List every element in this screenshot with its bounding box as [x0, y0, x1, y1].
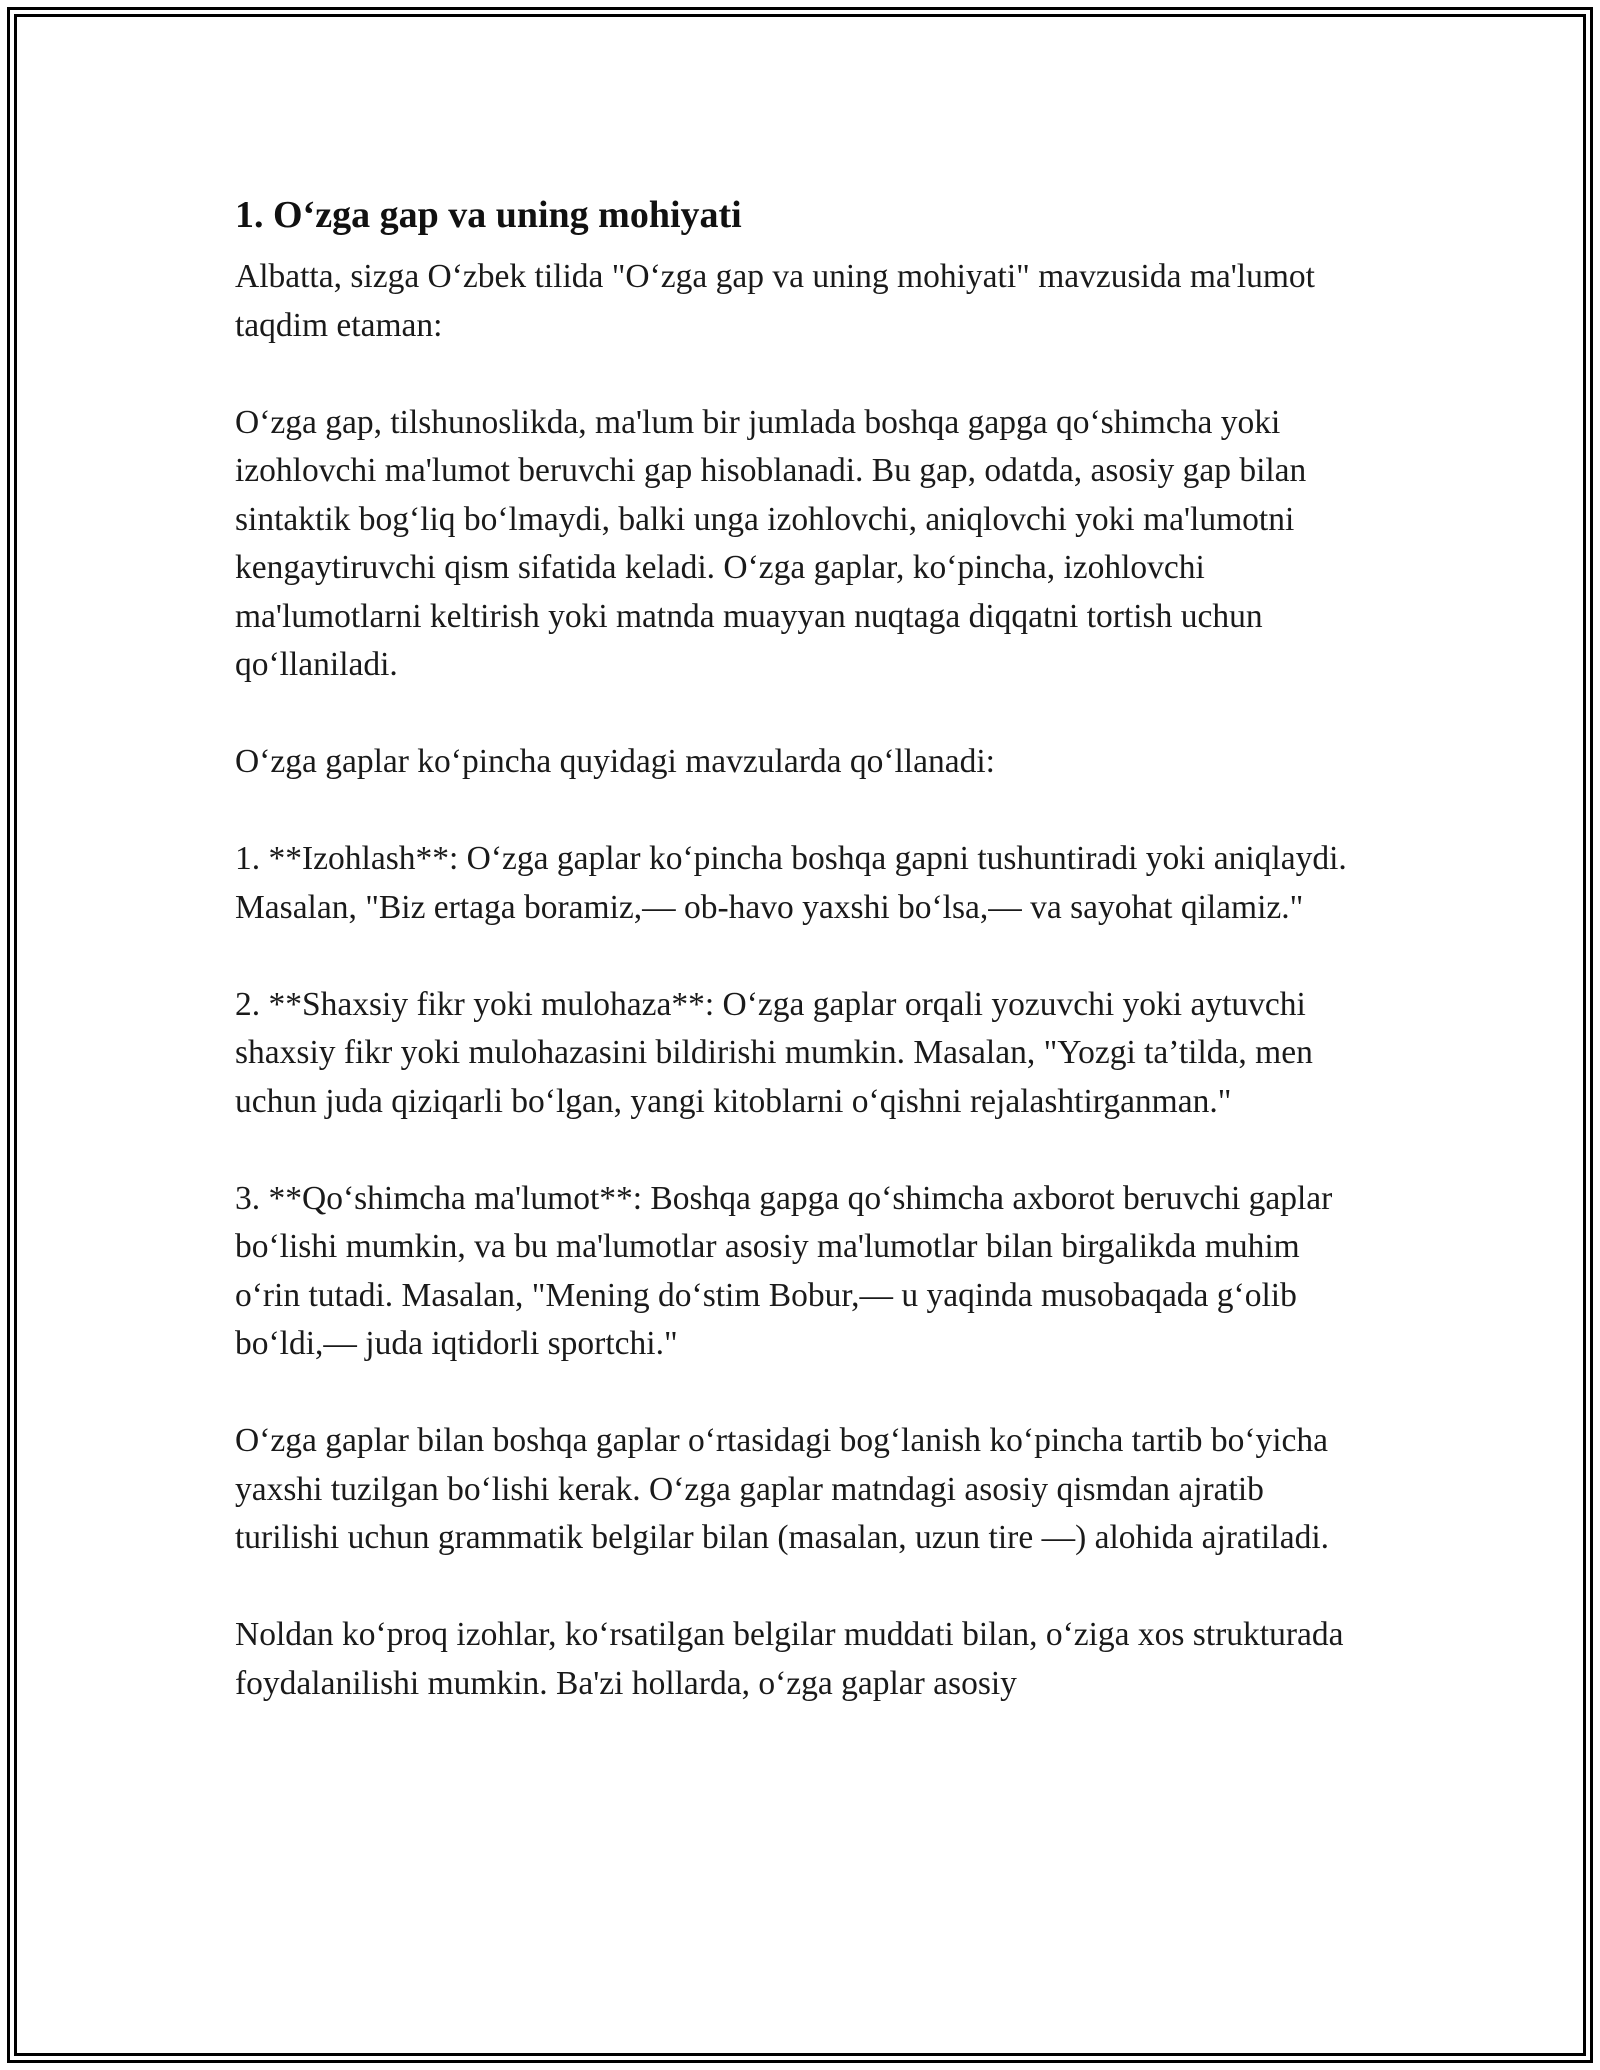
connection-paragraph: O‘zga gaplar bilan boshqa gaplar o‘rtasidagi bog‘lanish ko‘pincha tartib bo‘yicha yaxshi tuzilgan bo‘lishi kerak. O‘zga gaplar matndagi asosiy qismdan ajratib turilishi uchun grammatik belgilar bilan (masalan, uzun tire —) alohida ajratiladi. — [235, 1422, 1330, 1556]
list-item-izohlash: 1. **Izohlash**: O‘zga gaplar ko‘pincha boshqa gapni tushuntiradi yoki aniqlaydi. Masalan, "Biz ertaga boramiz,— ob-havo yaxshi bo‘lsa,— va sayohat qilamiz." — [235, 840, 1347, 926]
list-item-qoshimcha-malumot: 3. **Qo‘shimcha ma'lumot**: Boshqa gapga qo‘shimcha axborot beruvchi gaplar bo‘lishi mumkin, va bu ma'lumotlar asosiy ma'lumotlar bilan birgalikda muhim o‘rin tutadi. Masalan, "Mening do‘stim Bobur,— u yaqinda musobaqada g‘olib bo‘ldi,— juda iqtidorli sportchi." — [235, 1179, 1333, 1362]
document-body — [235, 185, 1370, 1708]
definition-paragraph: O‘zga gap, tilshunoslikda, ma'lum bir jumlada boshqa gapga qo‘shimcha yoki izohlovchi ma'lumot beruvchi gap hisoblanadi. Bu gap, odatda, asosiy gap bilan sintaktik bog‘liq bo‘lmaydi, balki unga izohlovchi, aniqlovchi yoki ma'lumotni kengaytiruvchi qism sifatida keladi. O‘zga gaplar, ko‘pincha, izohlovchi ma'lumotlarni keltirish yoki matnda muayyan nuqtaga diqqatni tortish uchun qo‘llaniladi. — [235, 403, 1307, 683]
closing-paragraph: Noldan ko‘proq izohlar, ko‘rsatilgan belgilar muddati bilan, o‘ziga xos strukturada foydalanilishi mumkin. Ba'zi hollarda, o‘zga gaplar asosiy — [235, 1616, 1344, 1702]
intro-paragraph: Albatta, sizga O‘zbek tilida "O‘zga gap va uning mohiyati" mavzusida ma'lumot taqdim etaman: — [235, 258, 1315, 344]
usage-intro-paragraph: O‘zga gaplar ko‘pincha quyidagi mavzularda qo‘llanadi: — [235, 743, 995, 780]
list-item-shaxsiy-fikr: 2. **Shaxsiy fikr yoki mulohaza**: O‘zga gaplar orqali yozuvchi yoki aytuvchi shaxsiy fikr yoki mulohazasini bildirishi mumkin. Masalan, "Yozgi ta’tilda, men uchun juda qiziqarli bo‘lgan, yangi kitoblarni o‘qishni rejalashtirganman." — [235, 985, 1313, 1120]
document-title: 1. O‘zga gap va uning mohiyati — [235, 194, 742, 236]
